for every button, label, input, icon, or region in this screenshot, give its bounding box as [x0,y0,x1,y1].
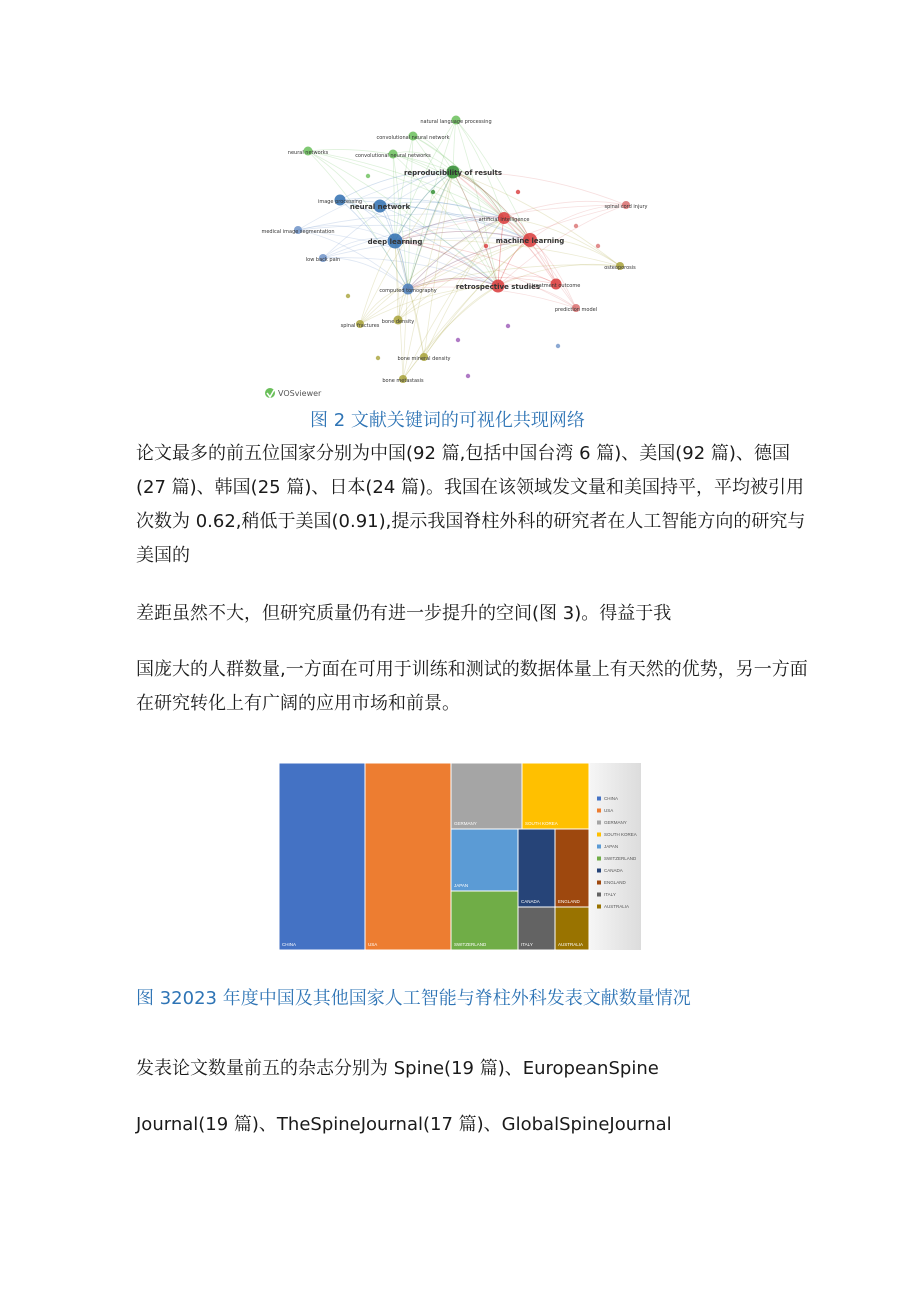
closing-line-2: Journal(19 篇)、TheSpineJournal(17 篇)、GlobalSpineJournal [136,1114,672,1135]
treemap-cell-label: CHINA [282,942,297,947]
treemap-cell [518,829,555,907]
legend-label: CHINA [604,796,619,801]
network-node [596,244,600,248]
network-node [376,356,380,360]
legend-label: AUSTRALIA [604,904,630,909]
treemap-cell [451,763,522,829]
network-node [431,190,435,194]
network-label: treatment outcome [531,283,581,289]
legend-label: GERMANY [604,820,627,825]
network-node [574,224,578,228]
figure-3-caption: 图 32023 年度中国及其他国家人工智能与脊柱外科发表文献数量情况 [136,988,691,1009]
vosviewer-logo [265,388,322,398]
treemap-cell [451,829,518,891]
treemap-cell-label: AUSTRALIA [558,942,584,947]
network-label: osteoporosis [604,265,636,271]
network-label: retrospective studies [455,283,541,291]
treemap-cell [365,763,451,950]
network-label: natural language processing [420,119,492,125]
legend-swatch [597,845,601,849]
treemap-cell-label: GERMANY [454,821,477,826]
network-node [366,174,370,178]
body-paragraph-3: 国庞大的人群数量,一方面在可用于训练和测试的数据体量上有天然的优势，另一方面在研究转化上有广阔的应用市场和前景。 [136,659,808,714]
network-edge [453,172,556,284]
treemap-cell-label: JAPAN [454,883,469,888]
treemap-cell-label: SOUTH KOREA [525,821,558,826]
network-label: spinal fractures [340,323,380,329]
network-node [466,374,470,378]
legend-label: ITALY [604,892,616,897]
network-label: reproducibility of results [403,169,503,177]
treemap-cell [522,763,589,829]
legend-label: USA [604,808,614,813]
legend-swatch [597,809,601,813]
body-paragraph-2: 差距虽然不大，但研究质量仍有进一步提升的空间(图 3)。得益于我 [136,603,672,624]
legend-label: ENGLAND [604,880,626,885]
keyword-network-figure [258,96,658,402]
network-label: image processing [317,199,363,205]
network-edge [424,286,498,357]
network-label: artificial intelligence [478,217,530,223]
country-treemap-svg [279,763,641,950]
network-node [506,324,510,328]
legend-swatch [597,869,601,873]
network-node [346,294,350,298]
legend-label: CANADA [604,868,623,873]
figure-2-caption: 图 2 文献关键词的可视化共现网络 [310,410,585,431]
network-node [556,344,560,348]
keyword-network-svg [258,96,658,402]
legend-swatch [597,905,601,909]
network-label: deep learning [367,238,423,246]
network-label: spinal cord injury [604,204,648,210]
treemap-cell-label: CANADA [521,899,540,904]
network-label: machine learning [495,237,565,245]
treemap-cell-label: ITALY [521,942,533,947]
legend-swatch [597,821,601,825]
legend-label: SWITZERLAND [604,856,637,861]
country-treemap-figure [279,763,641,950]
legend-label: SOUTH KOREA [604,832,637,837]
treemap-cell [555,829,589,907]
legend-swatch [597,797,601,801]
network-node [484,244,488,248]
legend-swatch [597,881,601,885]
treemap-cell-label: ENGLAND [558,899,580,904]
treemap-cell-label: SWITZERLAND [454,942,487,947]
network-label: bone density [381,319,415,325]
treemap-cell-label: USA [368,942,378,947]
network-label: bone mineral density [397,356,451,362]
network-edge [305,151,408,289]
legend-label: JAPAN [604,844,619,849]
network-edge [403,286,498,379]
network-node [516,190,520,194]
network-label: computed tomography [379,288,437,294]
vosviewer-brand: VOSviewer [278,389,322,398]
legend-swatch [597,833,601,837]
network-label: medical image segmentation [261,229,335,235]
closing-line-1: 发表论文数量前五的杂志分别为 Spine(19 篇)、EuropeanSpine [136,1058,659,1079]
network-node [456,338,460,342]
body-paragraph-1: 论文最多的前五位国家分别为中国(92 篇,包括中国台湾 6 篇)、美国(92 篇)、德国(27 篇)、韩国(25 篇)、日本(24 篇)。我国在该领域发文量和美国持平，平均被引用次数为 0.62,稍低于美国(0.91),提示我国脊柱外科的研究者在人工智能方向的研究与美国的 [136,443,806,566]
network-label: prediction model [554,307,598,313]
legend-swatch [597,857,601,861]
legend-swatch [597,893,601,897]
network-label: convolutional neural networks [355,153,431,159]
network-label: neural network [349,203,411,211]
treemap-cell [279,763,365,950]
network-label: bone metastasis [382,378,424,384]
network-label: neural networks [287,150,329,156]
network-label: convolutional neural network [376,135,450,141]
network-label: low back pain [305,257,341,263]
